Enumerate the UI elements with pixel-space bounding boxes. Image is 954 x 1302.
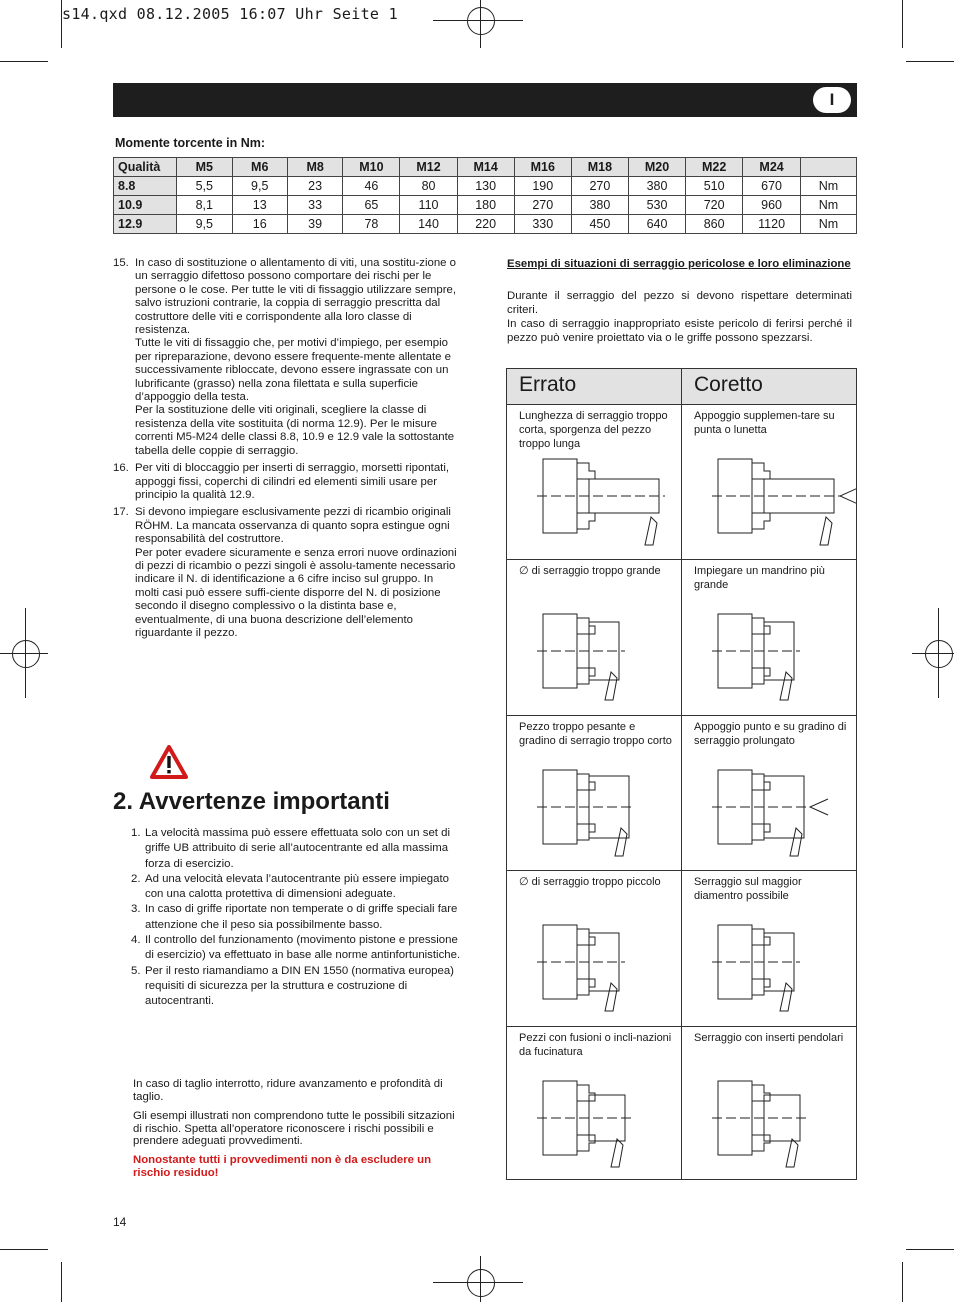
- torque-cell: 380: [628, 177, 685, 196]
- item-text: In caso di sostituzione o allentamento di viti, una sostitu-zione o un serraggio difettoso possono comportare dei rischi per le persone o le cose. Per tutte le viti di fissaggio utilizzare sempre, salvo istruzioni contrarie, la coppia di serraggio prescritta dal costruttore delle viti e corrispondente alla loro classe di resistenza. Tutte le viti di fissaggio che, per motivi d’impiego, per esempio per ripreparazione, devono essere frequente-mente allentate e successivamente ribloccate, devono essere ingrassate con un lubrificante (grasso) nella zona filettata e sulla superficie d’appoggio della testa. Per la sostituzione delle viti originali, scegliere la classe di resistenza della vite sostituita (di norma 12.9). Per le misure correnti M5-M24 delle classi 8.8, 10.9 e 12.9 vale la sottostante tabella delle coppie di serraggio.: [135, 257, 457, 457]
- column-header: M20: [628, 158, 685, 177]
- example-caption: Pezzi con fusioni o incli-nazioni da fucinatura: [519, 1031, 672, 1058]
- example-caption: Appoggio punto e su gradino di serraggio prolungato: [694, 720, 847, 747]
- crop-mark: [902, 1262, 903, 1302]
- torque-cell: 33: [287, 196, 342, 215]
- torque-cell: 9,5: [232, 177, 287, 196]
- correct-example-cell: [682, 1026, 856, 1181]
- torque-cell: 220: [457, 215, 514, 234]
- section-title: 2. Avvertenze importanti: [113, 788, 390, 815]
- torque-cell: 110: [400, 196, 457, 215]
- column-header: M16: [514, 158, 571, 177]
- torque-cell: 640: [628, 215, 685, 234]
- registration-mark: [480, 1256, 481, 1302]
- quality-cell: 12.9: [114, 215, 177, 234]
- example-caption: ∅ di serraggio troppo piccolo: [519, 876, 661, 889]
- instruction-list: [113, 257, 458, 644]
- list-item: [131, 933, 461, 964]
- wrong-clamping-diagram: [507, 559, 681, 714]
- crop-mark: [61, 1262, 62, 1302]
- column-header: M12: [400, 158, 457, 177]
- registration-mark: [0, 653, 48, 654]
- registration-mark: [433, 1282, 523, 1283]
- torque-cell: 530: [628, 196, 685, 215]
- example-caption: Appoggio supplemen-tare su punta o lunetta: [694, 410, 835, 436]
- item-number: 3.: [131, 903, 141, 916]
- clamping-examples-grid: [506, 368, 857, 1180]
- torque-cell: 510: [686, 177, 743, 196]
- torque-cell: 180: [457, 196, 514, 215]
- torque-cell: 720: [686, 196, 743, 215]
- torque-cell: 8,1: [177, 196, 232, 215]
- column-header: M10: [343, 158, 400, 177]
- wrong-example-cell: [507, 715, 681, 870]
- language-badge: I: [813, 87, 851, 113]
- wrong-example-cell: [507, 1026, 681, 1181]
- example-caption: Pezzo troppo pesante e gradino di serragio troppo corto: [519, 720, 672, 747]
- torque-cell: 16: [232, 215, 287, 234]
- examples-intro: Durante il serraggio del pezzo si devono rispettare determinati criteri. In caso di serraggio inappropriato esiste pericolo di ferirsi perché il pezzo può venire proiettato via o le griffe possono spezzarsi.: [507, 290, 852, 344]
- torque-cell: 39: [287, 215, 342, 234]
- item-number: 15.: [113, 257, 129, 269]
- column-header: M18: [571, 158, 628, 177]
- list-item: [131, 872, 461, 903]
- item-text: Per il resto riamandiamo a DIN EN 1550 (normativa europea) requisiti di sicurezza per la struttura e costruzione di autocentranti.: [145, 964, 454, 1008]
- registration-mark: [925, 640, 953, 668]
- correct-example-cell: [682, 404, 856, 559]
- crop-mark: [0, 61, 48, 62]
- example-caption: Lunghezza di serraggio troppo corta, sporgenza del pezzo troppo lunga: [519, 410, 668, 450]
- residual-risk-note: Nonostante tutti i provvedimenti non è da escludere un rischio residuo!: [133, 1154, 432, 1179]
- page-number: 14: [113, 1215, 127, 1229]
- torque-heading: Momente torcente in Nm:: [115, 136, 266, 150]
- wrong-column-label: Errato: [519, 373, 577, 396]
- example-caption: ∅ di serraggio troppo grande: [519, 565, 661, 578]
- list-item: [113, 506, 458, 640]
- correct-column-label: Coretto: [694, 373, 763, 396]
- torque-cell: 65: [343, 196, 400, 215]
- item-number: 5.: [131, 964, 141, 977]
- paragraph: Gli esempi illustrati non comprendono tutte le possibili sitzazioni di rischio. Spetta all’operatore riconoscere i rischi possibili e prendere adeguati provvedimenti.: [133, 1110, 455, 1147]
- registration-mark: [25, 608, 26, 698]
- warning-icon: [150, 745, 188, 779]
- column-header: M8: [287, 158, 342, 177]
- registration-mark: [467, 7, 495, 35]
- paragraph: In caso di taglio interrotto, ridure avanzamento e profondità di taglio.: [133, 1078, 443, 1103]
- column-header: Qualità: [114, 158, 177, 177]
- column-header: M24: [743, 158, 801, 177]
- torque-header-row: [114, 158, 857, 177]
- registration-mark: [938, 608, 939, 698]
- torque-cell: 450: [571, 215, 628, 234]
- item-number: 16.: [113, 462, 129, 475]
- item-text: Si devono impiegare esclusivamente pezzi di ricambio originali RÖHM. La mancata osservanza di quanto sopra estingue ogni responsabilità del costruttore. Per poter evadere sicuramente e senza errori nuove ordinazioni di pezzi di ricambio o pezzi singoli è assolu-tamente necessario indicare il N. di identificazione a 6 cifre inciso sul gruppo. In molti casi può essere suffi-ciente disporre del N. di posizione secondo il disegno complessivo o la distinta base e, eventualmente, di una buona descrizione dell’elemento riguardante il pezzo.: [135, 506, 457, 639]
- header-bar: [113, 83, 857, 117]
- torque-cell: 5,5: [177, 177, 232, 196]
- column-header: M6: [232, 158, 287, 177]
- examples-heading: Esempi di situazioni di serraggio pericolose e loro eliminazione: [507, 258, 851, 270]
- warnings-list: [131, 826, 461, 1010]
- example-caption: Serraggio sul maggior diamentro possibile: [694, 876, 802, 903]
- correct-example-cell: [682, 715, 856, 870]
- list-item: [131, 902, 461, 933]
- item-number: 2.: [131, 872, 141, 885]
- list-item: [113, 462, 458, 502]
- torque-cell: 130: [457, 177, 514, 196]
- column-header: [800, 158, 856, 177]
- torque-cell: 670: [743, 177, 801, 196]
- list-item: [113, 257, 458, 458]
- column-header: M22: [686, 158, 743, 177]
- quality-cell: 10.9: [114, 196, 177, 215]
- correct-example-cell: [682, 559, 856, 714]
- quality-cell: 8.8: [114, 177, 177, 196]
- torque-cell: 9,5: [177, 215, 232, 234]
- item-text: In caso di griffe riportate non temperate o di griffe speciali fare attenzione che il peso sia possibilmente basso.: [145, 903, 458, 931]
- torque-cell: 23: [287, 177, 342, 196]
- torque-cell: 960: [743, 196, 801, 215]
- column-header: M14: [457, 158, 514, 177]
- crop-mark: [902, 0, 903, 48]
- torque-cell: 860: [686, 215, 743, 234]
- printer-slug: s14.qxd 08.12.2005 16:07 Uhr Seite 1: [62, 5, 398, 23]
- item-number: 1.: [131, 827, 141, 839]
- item-text: Ad una velocità elevata l’autocentrante più essere impiegato con una calotta protettiva di dimensioni adeguate.: [145, 872, 449, 901]
- torque-cell: 46: [343, 177, 400, 196]
- wrong-example-cell: [507, 559, 681, 714]
- torque-cell: Nm: [800, 177, 856, 196]
- table-row: [114, 177, 857, 196]
- column-header: M5: [177, 158, 232, 177]
- table-row: [114, 196, 857, 215]
- correct-clamping-diagram: [682, 1026, 856, 1181]
- example-caption: Impiegare un mandrino più grande: [694, 565, 825, 592]
- wrong-example-cell: [507, 404, 681, 559]
- wrong-example-cell: [507, 870, 681, 1025]
- example-caption: Serraggio con inserti pendolari: [694, 1031, 844, 1044]
- crop-mark: [0, 1249, 48, 1250]
- torque-cell: 1120: [743, 215, 801, 234]
- list-item: [131, 826, 461, 872]
- item-text: Il controllo del funzionamento (movimento pistone e pressione di esercizio) va effettuato in base alle norme antinfortunistiche.: [145, 934, 461, 962]
- registration-mark: [480, 0, 481, 48]
- registration-mark: [12, 640, 40, 668]
- torque-cell: 13: [232, 196, 287, 215]
- item-number: 17.: [113, 506, 129, 519]
- torque-cell: 190: [514, 177, 571, 196]
- torque-cell: 78: [343, 215, 400, 234]
- crop-mark: [906, 61, 954, 62]
- list-item: [131, 964, 461, 1010]
- wrong-clamping-diagram: [507, 870, 681, 1025]
- crop-mark: [906, 1249, 954, 1250]
- torque-cell: 270: [514, 196, 571, 215]
- item-text: La velocità massima può essere effettuata solo con un set di griffe UB attribuito di serie all’autocentrante ed alla massima forza di esercizio.: [145, 827, 450, 870]
- item-text: Per viti di bloccaggio per inserti di serraggio, morsetti ripontati, appoggi fissi, coperchi di cilindri ed elementi simili usare per principio la qualità 12.9.: [135, 462, 450, 501]
- registration-mark: [912, 653, 954, 654]
- registration-mark: [467, 1269, 495, 1297]
- correct-example-cell: [682, 870, 856, 1025]
- torque-cell: 380: [571, 196, 628, 215]
- registration-mark: [433, 20, 523, 21]
- torque-cell: 330: [514, 215, 571, 234]
- torque-cell: Nm: [800, 215, 856, 234]
- torque-table: [113, 157, 857, 234]
- torque-cell: Nm: [800, 196, 856, 215]
- torque-cell: 270: [571, 177, 628, 196]
- torque-cell: 80: [400, 177, 457, 196]
- table-row: [114, 215, 857, 234]
- torque-cell: 140: [400, 215, 457, 234]
- item-number: 4.: [131, 934, 141, 947]
